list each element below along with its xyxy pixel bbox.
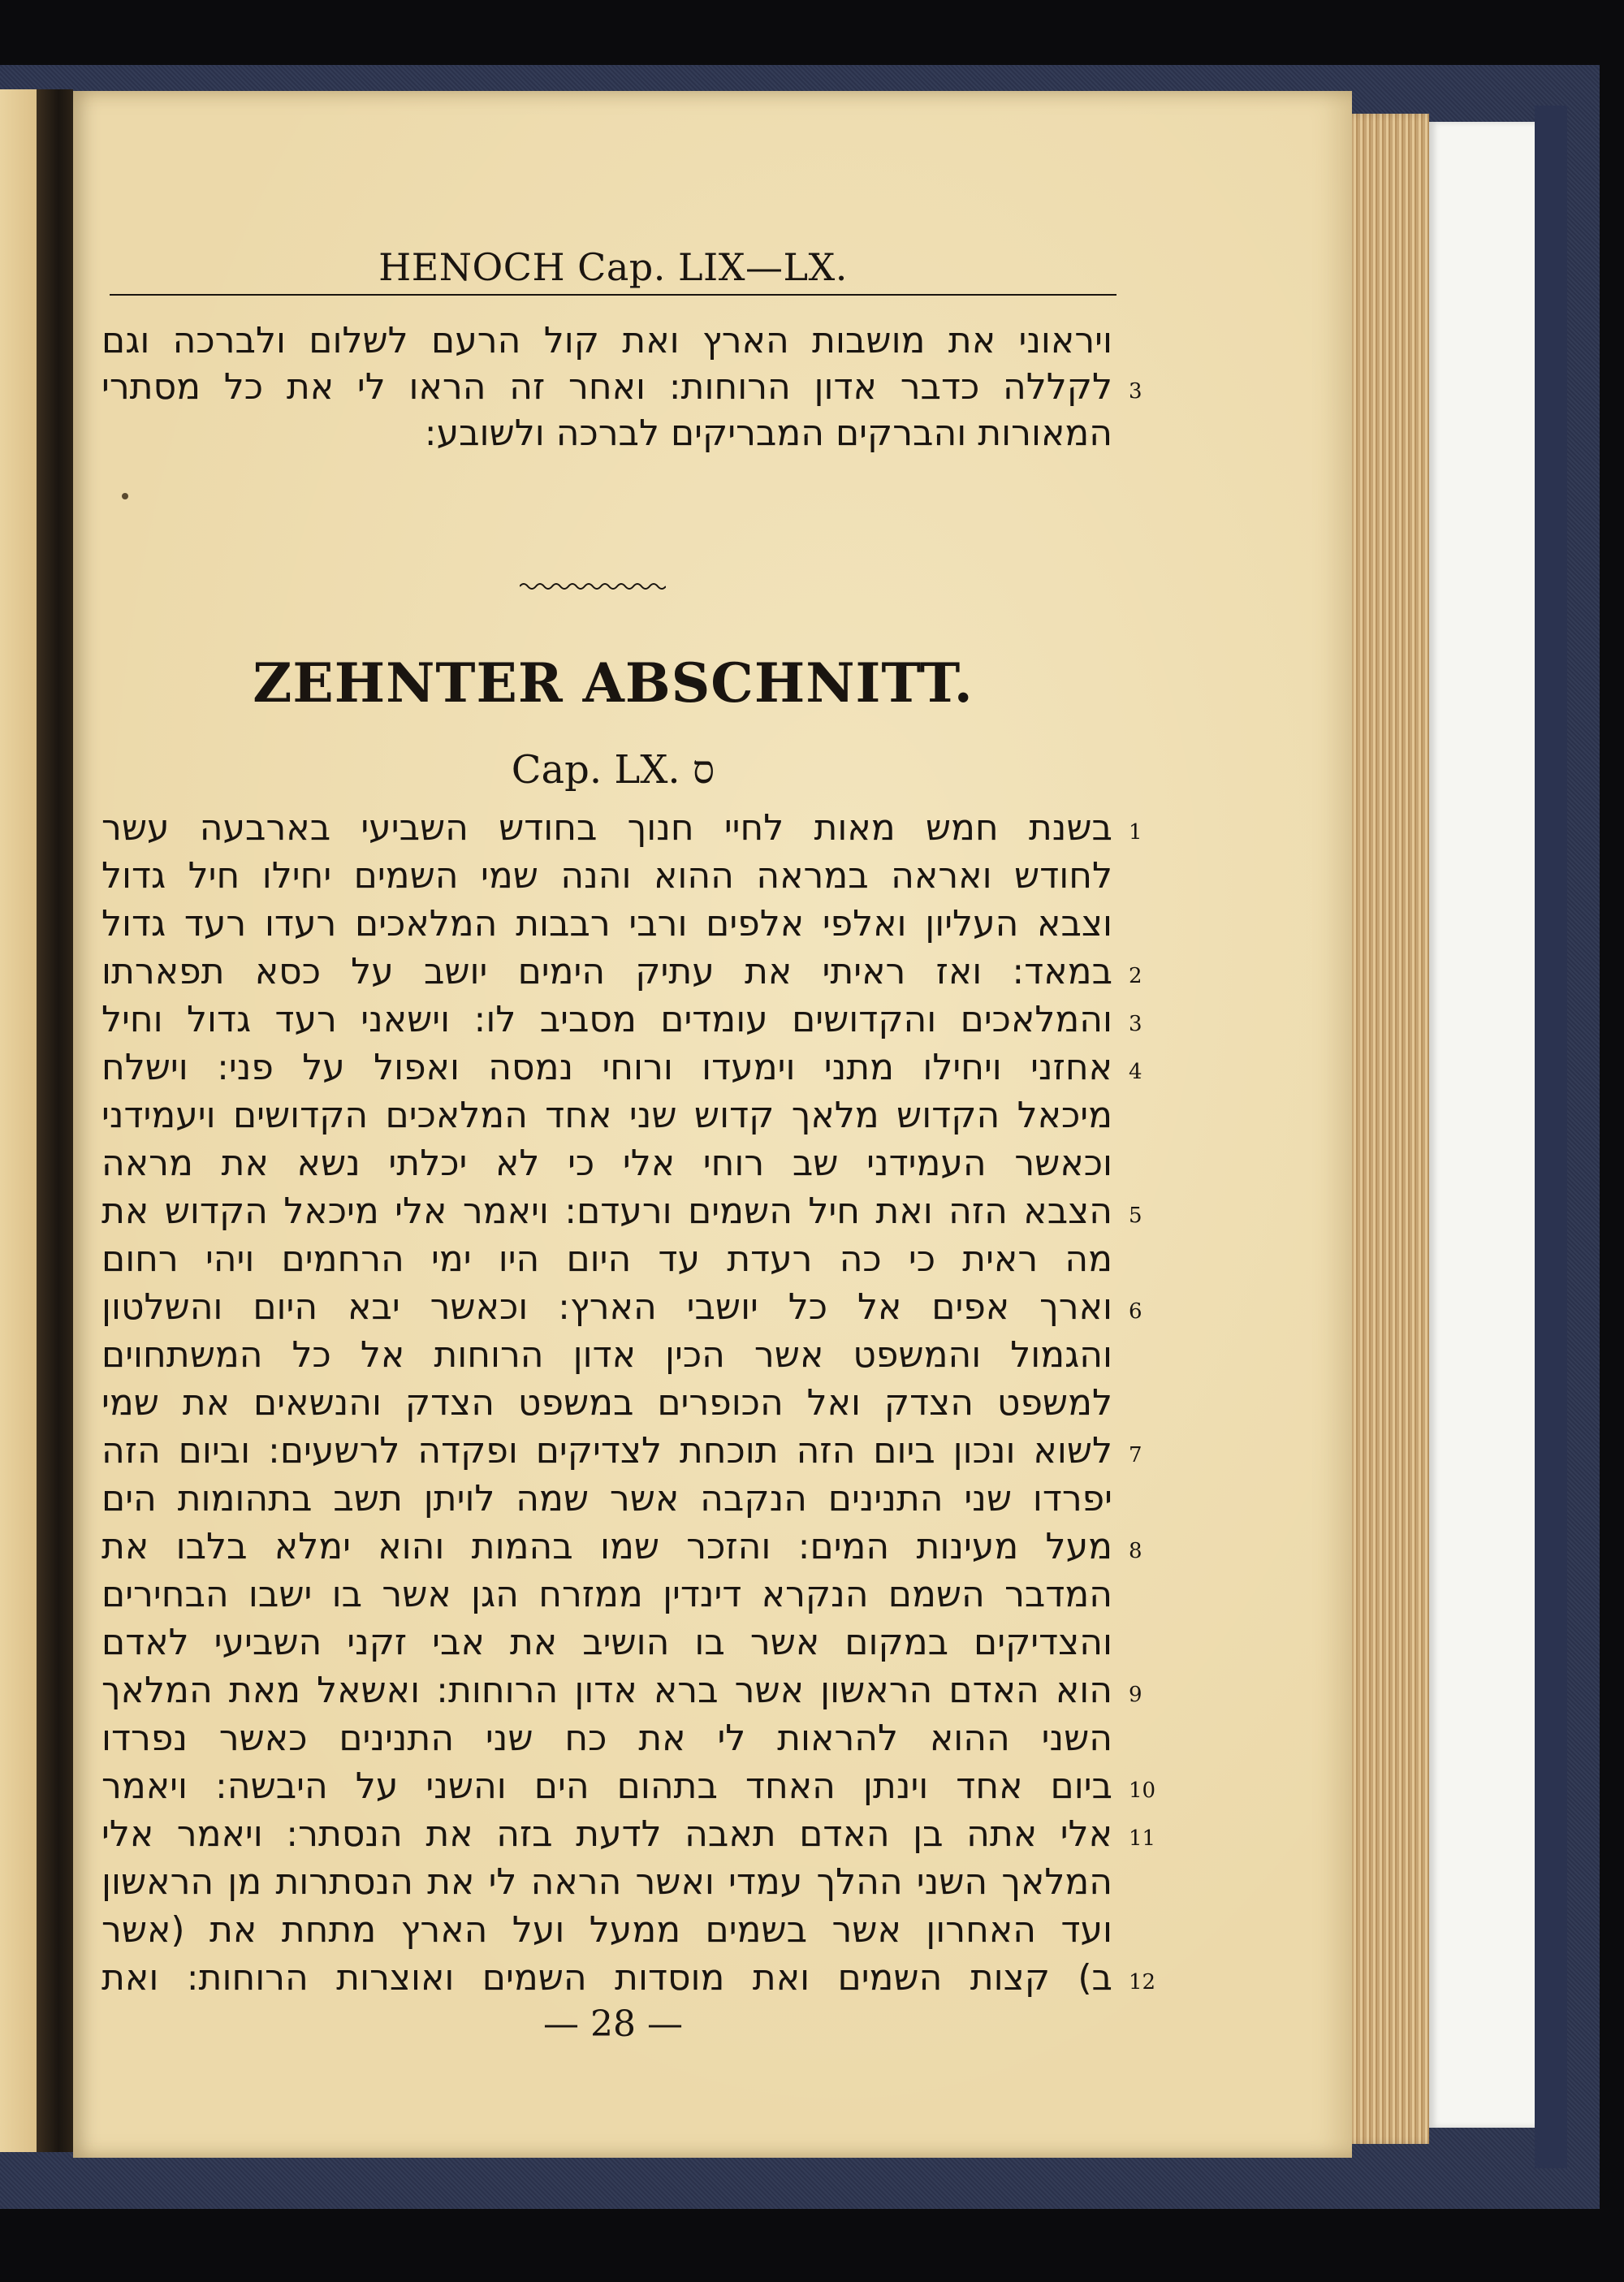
verse-number: 3: [1129, 379, 1142, 404]
text-line: מעל מעינות המים: והזכר שמו בהמות והוא ימלא בלבו את: [102, 1526, 1112, 1567]
verse-number: 7: [1129, 1443, 1142, 1467]
verse-number: 3: [1129, 1012, 1142, 1036]
text-line: הצבא הזה ואת חיל השמים ורעדם: ויאמר אלי מיכאל הקדוש את: [102, 1191, 1112, 1232]
text-line: יפרדו שני התנינים הנקבה אשר שמה לויתן תשב בתהומות הים: [102, 1478, 1112, 1519]
text-line: בשנת חמש מאות לחיי חנוך בחודש השביעי בארבעה עשר: [102, 807, 1112, 849]
text-line: והגמול והמשפט אשר הכין אדון הרוחות אל כל המשתחוים: [102, 1334, 1112, 1376]
text-line: מה ראית כי כה רעדת עד היום היו ימי הרחמים ויהי רחום: [102, 1238, 1112, 1280]
text-line: המדבר השמם הנקרא דינדין ממזרח הגן אשר בו ישבו הבחירים: [102, 1574, 1112, 1615]
page-number: — 28 —: [543, 2003, 683, 2045]
verse-number: 5: [1129, 1204, 1142, 1228]
endpaper: [1429, 122, 1535, 2128]
text-line: ועד האחרון אשר בשמים ממעל ועל הארץ מתחת את (אשר: [102, 1909, 1112, 1951]
text-line: וארך אפים אל כל יושבי הארץ: וכאשר יבא היום והשלטון: [102, 1286, 1112, 1328]
verse-number: 6: [1129, 1299, 1142, 1324]
text-line: אלי אתה בן האדם תאבה לדעת בזה את הנסתר: ויאמר אלי: [102, 1813, 1112, 1855]
text-line: והמלאכים והקדושים עומדים מסביב לו: וישאני רעד גדול וחיל: [102, 999, 1112, 1040]
previous-page-edge: [0, 89, 37, 2152]
text-line: מיכאל הקדוש מלאך קדוש שני אחד המלאכים הקדושים ויעמידני: [102, 1095, 1112, 1136]
cover-edge: [1535, 106, 1567, 2168]
text-line: והצדיקים במקום אשר בו הושיב את אבי זקני השביעי לאדם: [102, 1622, 1112, 1663]
text-line: לחודש ואראה במראה ההוא והנה שמי השמים יחילו חיל גדול: [102, 855, 1112, 897]
verse-number: 8: [1129, 1539, 1142, 1563]
text-line: וצבא העליון ואלפי אלפים ורבי רבבות המלאכים רעדו רעד גדול: [102, 903, 1112, 944]
text-line: למשפט הצדק ואל הכופרים במשפט הצדק והנשאים את שמי: [102, 1382, 1112, 1424]
text-line: המלאך השני ההלך עמדי ואשר הראה לי את הנסתרות מן הראשון: [102, 1861, 1112, 1903]
text-line: הוא האדם הראשון אשר ברא אדון הרוחות: ואשאל מאת המלאך: [102, 1670, 1112, 1711]
running-head: HENOCH Cap. LIX—LX.: [378, 245, 848, 289]
text-line: לקללה כדבר אדון הרוחות: ואחר זה הראו לי את כל מסתרי: [102, 366, 1112, 408]
wavy-ornament: [520, 578, 666, 594]
verse-number: 10: [1129, 1778, 1156, 1803]
verse-number: 1: [1129, 820, 1142, 845]
verse-number: 12: [1129, 1970, 1156, 1995]
book-page: [73, 91, 1352, 2158]
text-line: אחזני ויחילו מתני וימעדו ורוחי נמסה ואפול על פני: וישלח: [102, 1047, 1112, 1088]
text-line: ביום אחד וינתן האחד בתהום הים והשני על היבשה: ויאמר: [102, 1766, 1112, 1807]
verse-number: 11: [1129, 1826, 1156, 1851]
book-gutter: [37, 89, 73, 2152]
text-line: ב) קצות השמים ואת מוסדות השמים ואוצרות הרוחות: ואת: [102, 1957, 1112, 1999]
section-title: ZEHNTER ABSCHNITT.: [253, 651, 974, 715]
chapter-title: Cap. LX. ס: [511, 747, 715, 793]
header-rule: [110, 294, 1116, 296]
verse-number: 4: [1129, 1060, 1142, 1084]
text-line: השני ההוא להראות לי את כח שני התנינים כאשר נפרדו: [102, 1718, 1112, 1759]
verse-number: 9: [1129, 1683, 1142, 1707]
verse-number: 2: [1129, 964, 1142, 988]
text-line: המאורות והברקים המבריקים לברכה ולשובע:: [424, 413, 1112, 454]
text-line: במאד: ואז ראיתי את עתיק הימים יושב על כסא תפארתו: [102, 951, 1112, 992]
text-line: לשוא ונכון ביום הזה תוכחת לצדיקים ופקדה לרשעים: וביום הזה: [102, 1430, 1112, 1472]
speck: [122, 493, 128, 499]
text-line: וכאשר העמידני שב רוחי אלי כי לא יכלתי נשא את מראה: [102, 1143, 1112, 1184]
text-line: ויראוני את מושבות הארץ ואת קול הרעם לשלום ולברכה וגם: [102, 320, 1112, 361]
